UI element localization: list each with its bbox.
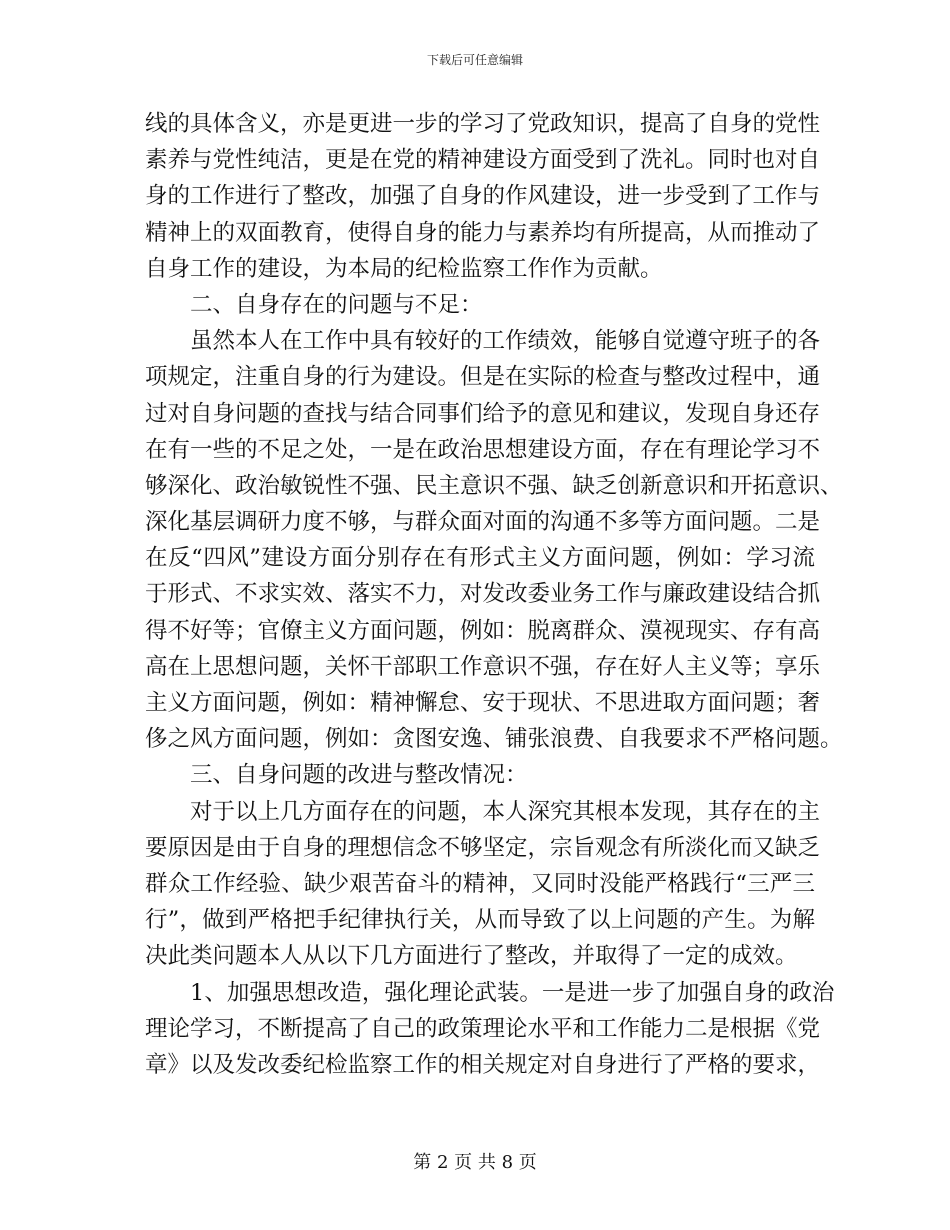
text-line: 够深化、政治敏锐性不强、民主意识不强、缺乏创新意识和开拓意识、 bbox=[145, 472, 843, 499]
text-line: 群众工作经验、缺少艰苦奋斗的精神，又同时没能严格践行“三严三 bbox=[145, 870, 815, 897]
text-line: 于形式、不求实效、落实不力，对发改委业务工作与廉政建设结合抓 bbox=[145, 581, 821, 608]
text-line: 章》以及发改委纪检监察工作的相关规定对自身进行了严格的要求， bbox=[145, 1051, 821, 1078]
text-line: 素养与党性纯洁，更是在党的精神建设方面受到了洗礼。同时也对自 bbox=[145, 147, 821, 174]
text-line: 1、加强思想改造，强化理论武装。一是进一步了加强自身的政治 bbox=[190, 979, 835, 1006]
text-line: 得不好等；官僚主义方面问题，例如：脱离群众、漠视现实、存有高 bbox=[145, 617, 821, 644]
page-header: 下载后可任意编辑 bbox=[426, 53, 523, 67]
text-line: 线的具体含义，亦是更进一步的学习了党政知识，提高了自身的党性 bbox=[145, 111, 821, 137]
text-line: 深化基层调研力度不够，与群众面对面的沟通不多等方面问题。二是 bbox=[145, 509, 821, 536]
text-line: 精神上的双面教育，使得自身的能力与素养均有所提高，从而推动了 bbox=[145, 219, 821, 246]
text-line: 对于以上几方面存在的问题，本人深究其根本发现，其存在的主 bbox=[190, 798, 821, 825]
text-line: 主义方面问题，例如：精神懈怠、安于现状、不思进取方面问题；奢 bbox=[145, 690, 821, 716]
text-line: 行”，做到严格把手纪律执行关，从而导致了以上问题的产生。为解 bbox=[145, 907, 815, 934]
text-line: 决此类问题本人从以下几方面进行了整改，并取得了一定的成效。 bbox=[145, 943, 798, 970]
text-line: 三、自身问题的改进与整改情况： bbox=[190, 762, 528, 789]
document-body bbox=[145, 106, 843, 1083]
text-line: 二、自身存在的问题与不足： bbox=[190, 291, 483, 318]
page-number-footer: 第 2 页 共 8 页 bbox=[413, 1152, 537, 1173]
text-line: 身的工作进行了整改，加强了自身的作风建设，进一步受到了工作与 bbox=[145, 183, 821, 210]
text-line: 自身工作的建设，为本局的纪检监察工作作为贡献。 bbox=[145, 255, 663, 282]
text-line: 在反“四风”建设方面分别存在有形式主义方面问题，例如：学习流 bbox=[145, 545, 815, 572]
text-line: 侈之风方面问题，例如：贪图安逸、铺张浪费、自我要求不严格问题。 bbox=[145, 726, 843, 753]
text-line: 要原因是由于自身的理想信念不够坚定，宗旨观念有所淡化而又缺乏 bbox=[145, 834, 821, 861]
text-line: 高在上思想问题，关怀干部职工作意识不强，存在好人主义等；享乐 bbox=[145, 653, 821, 680]
text-line: 过对自身问题的查找与结合同事们给予的意见和建议，发现自身还存 bbox=[145, 400, 821, 427]
text-line: 虽然本人在工作中具有较好的工作绩效，能够自觉遵守班子的各 bbox=[190, 328, 821, 355]
text-line: 项规定，注重自身的行为建设。但是在实际的检查与整改过程中，通 bbox=[145, 364, 821, 391]
text-line: 在有一些的不足之处，一是在政治思想建设方面，存在有理论学习不 bbox=[145, 436, 821, 463]
text-line: 理论学习，不断提高了自己的政策理论水平和工作能力二是根据《党 bbox=[145, 1015, 821, 1042]
